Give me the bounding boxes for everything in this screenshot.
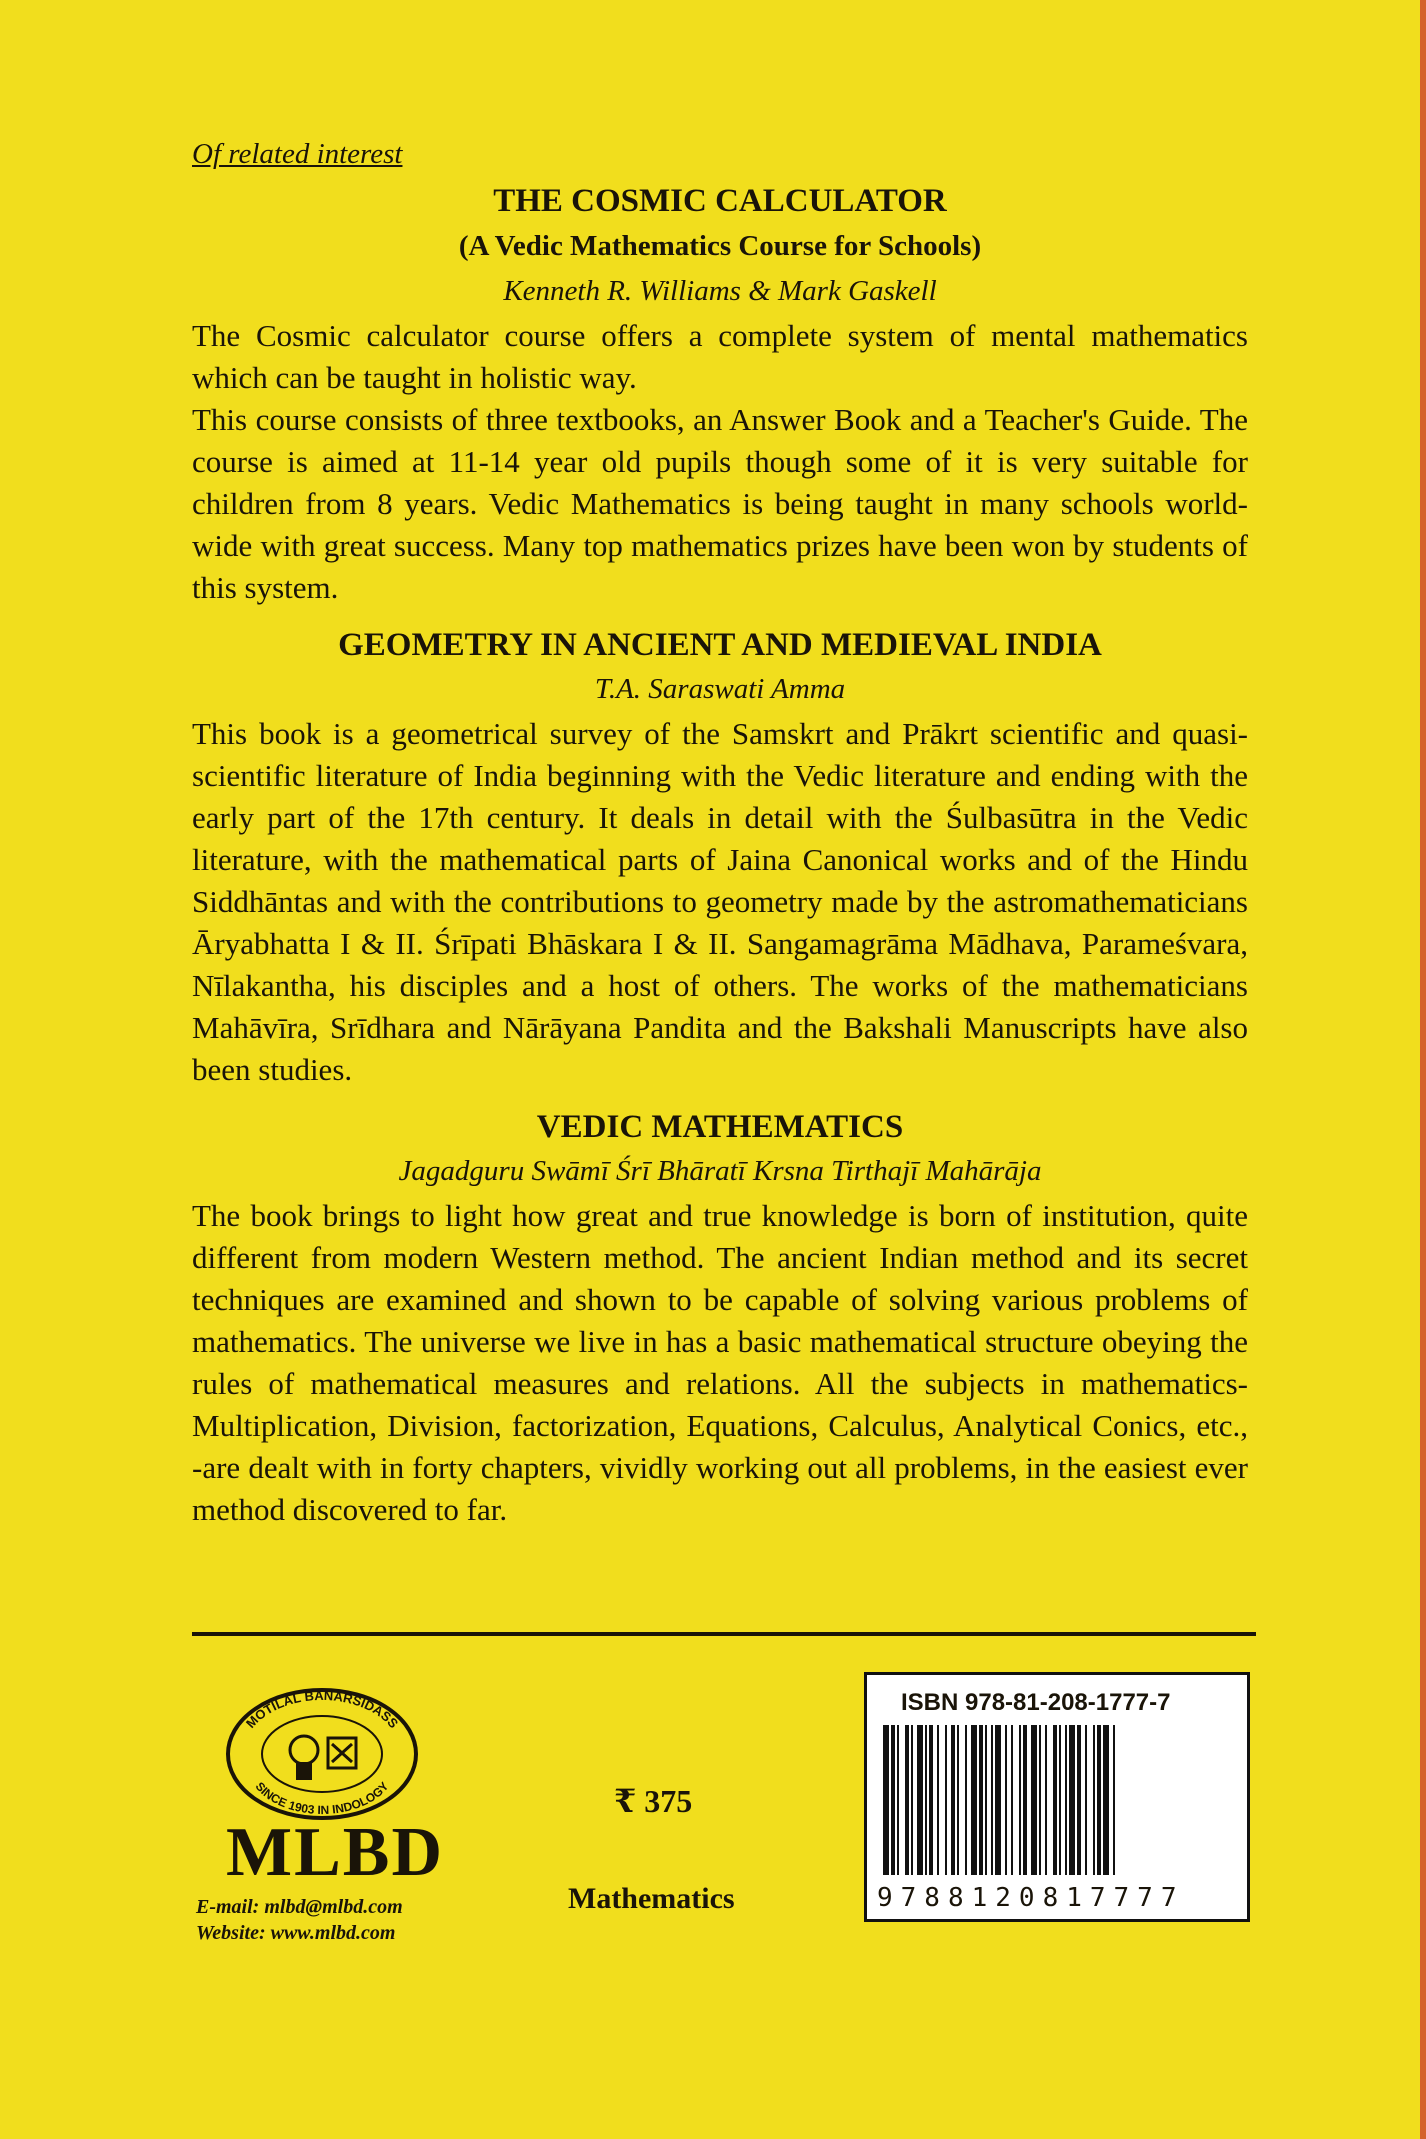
barcode-icon: [877, 1725, 1237, 1875]
barcode-bar: [1023, 1725, 1027, 1875]
barcode-bar: [937, 1725, 939, 1875]
barcode-bar: [1053, 1725, 1057, 1875]
barcode-bar: [1039, 1725, 1041, 1875]
subject-category: Mathematics: [568, 1882, 735, 1915]
book-title: GEOMETRY IN ANCIENT AND MEDIEVAL INDIA: [338, 627, 1102, 663]
barcode-bar: [1045, 1725, 1047, 1875]
barcode-bar: [971, 1725, 977, 1875]
barcode-bar: [991, 1725, 993, 1875]
barcode-bar: [1059, 1725, 1061, 1875]
barcode-bar: [1011, 1725, 1013, 1875]
barcode-bar: [1077, 1725, 1081, 1875]
publisher-block: [196, 1682, 496, 1946]
barcode-bar: [1113, 1725, 1115, 1875]
barcode-bar: [945, 1725, 947, 1875]
related-books: [192, 138, 1248, 1531]
barcode-bar: [1093, 1725, 1095, 1875]
barcode-bar: [883, 1725, 889, 1875]
book-description: This course consists of three textbooks, an Answer Book and a Teacher's Guide. The course is aimed at 11-14 year old pupils though some of it is very suitable for children from 8 years. Vedic Mathematics is being taught in many schools world-wide with great success. Many top mathematics prizes have been won by students of this system.: [192, 402, 1248, 605]
book-title: VEDIC MATHEMATICS: [536, 1109, 904, 1145]
divider-rule: [192, 1632, 1256, 1636]
publisher-email: E-mail: mlbd@mlbd.com: [196, 1896, 403, 1918]
related-label: Of related interest: [192, 138, 403, 170]
svg-text:MOTILAL BANARSIDASS: [243, 1688, 402, 1731]
seal-bottom-text: SINCE 1903 IN INDOLOGY: [252, 1779, 392, 1818]
barcode-bar: [985, 1725, 987, 1875]
book-cosmic-calculator: [192, 179, 1248, 609]
barcode-digits: 9788120817777: [877, 1883, 1185, 1913]
barcode-bar: [1103, 1725, 1109, 1875]
barcode-bar: [911, 1725, 913, 1875]
book-title: THE COSMIC CALCULATOR: [493, 183, 947, 219]
seal-top-text: MOTILAL BANARSIDASS: [242, 1687, 402, 1732]
price: ₹ 375: [614, 1783, 693, 1819]
barcode-bar: [1005, 1725, 1007, 1875]
barcode-bar: [957, 1725, 959, 1875]
book-description: The book brings to light how great and true knowledge is born of institution, quite different from modern Western method. The ancient Indian method and its secret techniques are examined and shown to be capable of solving various problems of mathematics. The universe we live in has a basic mathematical structure obeying the rules of mathematical measures and relations. All the subjects in mathematics-Multiplication, Division, factorization, Equations, Calculus, Analytical Conics, etc., -are dealt with in forty chapters, vividly working out all problems, in the easiest ever method discovered to far.: [192, 1198, 1248, 1527]
barcode-bar: [925, 1725, 927, 1875]
spine-edge: [1420, 0, 1426, 2139]
barcode-bar: [1097, 1725, 1101, 1875]
barcode-bar: [897, 1725, 899, 1875]
isbn-label: ISBN 978-81-208-1777-7: [901, 1689, 1171, 1716]
barcode-bar: [951, 1725, 955, 1875]
book-author: T.A. Saraswati Amma: [594, 673, 846, 705]
barcode-bar: [995, 1725, 1001, 1875]
book-author: Jagadguru Swāmī Śrī Bhāratī Krsna Tirthajī Mahārāja: [398, 1155, 1042, 1187]
barcode-bar: [917, 1725, 923, 1875]
publisher-seal-icon: [222, 1682, 422, 1822]
barcode-bar: [965, 1725, 967, 1875]
isbn-barcode-box: [864, 1672, 1250, 1922]
barcode-bar: [979, 1725, 983, 1875]
barcode-bar: [891, 1725, 895, 1875]
barcode-bar: [1019, 1725, 1021, 1875]
barcode-bar: [1069, 1725, 1075, 1875]
barcode-bar: [1085, 1725, 1087, 1875]
barcode-bar: [929, 1725, 933, 1875]
barcode-bar: [1065, 1725, 1067, 1875]
book-geometry-india: [192, 623, 1248, 1091]
book-vedic-mathematics: [192, 1105, 1248, 1531]
publisher-website: Website: www.mlbd.com: [196, 1922, 396, 1944]
svg-text:SINCE 1903 IN INDOLOGY: [253, 1779, 392, 1817]
publisher-name: MLBD: [226, 1814, 444, 1891]
book-author: Kenneth R. Williams & Mark Gaskell: [503, 275, 937, 307]
book-subtitle: (A Vedic Mathematics Course for Schools): [458, 230, 982, 262]
barcode-bar: [905, 1725, 909, 1875]
book-description: The Cosmic calculator course offers a complete system of mental mathematics which can be taught in holistic way.: [192, 318, 1248, 395]
barcode-bar: [1031, 1725, 1037, 1875]
book-description: This book is a geometrical survey of the Samskrt and Prākrt scientific and quasi-scientific literature of India beginning with the Vedic literature and ending with the early part of the 17th century. It deals in detail with the Śulbasūtra in the Vedic literature, with the mathematical parts of Jaina Canonical works and of the Hindu Siddhāntas and with the contributions to geometry made by the astromathematicians Āryabhatta I & II. Śrīpati Bhāskara I & II. Sangamagrāma Mādhava, Parameśvara, Nīlakantha, his disciples and a host of others. The works of the mathematicians Mahāvīra, Srīdhara and Nārāyana Pandita and the Bakshali Manuscripts have also been studies.: [192, 716, 1248, 1087]
